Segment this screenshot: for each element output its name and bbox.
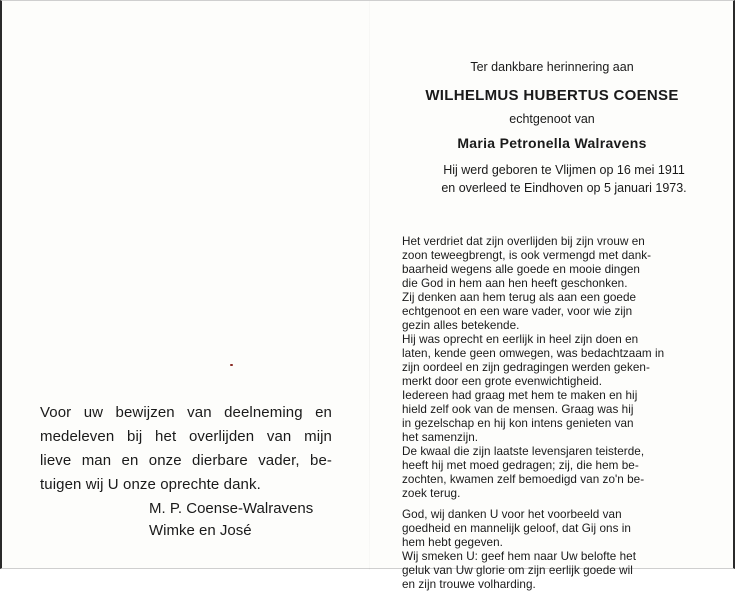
message-line: lieve man en onze dierbare vader, be- (40, 452, 332, 469)
intro-text: Ter dankbare herinnering aan (470, 60, 634, 74)
text-line: zochten, kwamen zelf bemoedigd van zo'n be- (402, 473, 645, 486)
deceased-name: WILHELMUS HUBERTUS COENSE (425, 87, 679, 104)
text-line: het samenzijn. (402, 431, 479, 444)
text-line: gezin alles betekende. (402, 319, 520, 332)
signature-line: Wimke en José (149, 522, 252, 539)
text-line: Iedereen had graag met hem te maken en hij (402, 389, 638, 402)
signature-block (149, 498, 313, 542)
text-line: hem hebt gegeven. (402, 536, 503, 549)
text-line: zijn oordeel en zijn gedragingen werden geken- (402, 361, 650, 374)
thank-you-message (40, 401, 332, 497)
message-line: tuigen wij U onze oprechte dank. (40, 476, 261, 493)
text-line: Zij denken aan hem terug als aan een goede (402, 291, 637, 304)
memorial-paragraph (402, 235, 698, 501)
prayer-paragraph (402, 508, 698, 592)
text-line: merkt door een grote evenwichtigheid. (402, 375, 603, 388)
text-line: Hij was oprecht en eerlijk in heel zijn doen en (402, 333, 639, 346)
ink-speck (230, 364, 233, 366)
text-line: De kwaal die zijn laatste levensjaren teisterde, (402, 445, 645, 458)
text-line: die God in hem aan hen heeft geschonken. (402, 277, 628, 290)
message-line: Voor uw bewijzen van deelneming en (40, 404, 332, 421)
text-line: baarheid wegens alle goede en mooie dingen (402, 263, 640, 276)
text-line: hield zelf ook van de mensen. Graag was hij (402, 403, 634, 416)
text-line: geluk van Uw glorie om zijn eerlijk goede wil (402, 564, 633, 577)
text-line: God, wij danken U voor het voorbeeld van (402, 508, 622, 521)
spouse-name: Maria Petronella Walravens (457, 135, 647, 151)
card-fold (369, 1, 370, 570)
birth-line: Hij werd geboren te Vlijmen op 16 mei 1911 (443, 163, 685, 177)
text-line: echtgenoot en een ware vader, voor wie zijn (402, 305, 633, 318)
text-line: zoon teweegbrengt, is ook vermengd met dank- (402, 249, 652, 262)
message-line: medeleven bij het overlijden van mijn (40, 428, 332, 445)
text-line: goedheid en mannelijk geloof, dat Gij ons in (402, 522, 631, 535)
text-line: Wij smeken U: geef hem naar Uw belofte het (402, 550, 637, 563)
spouse-label: echtgenoot van (509, 112, 595, 126)
life-dates (397, 161, 707, 197)
memorial-header (397, 59, 707, 197)
memorial-text (402, 235, 698, 592)
text-line: zoek terug. (402, 487, 461, 500)
text-line: laten, kende geen omwegen, was bedachtzaam in (402, 347, 665, 360)
death-line: en overleed te Eindhoven op 5 januari 1973. (441, 181, 687, 195)
text-line: in gezelschap en hij kon intens genieten van (402, 417, 634, 430)
text-line: en zijn trouwe volharding. (402, 578, 536, 591)
text-line: heeft hij met moed gedragen; zij, die hem be- (402, 459, 639, 472)
text-line: Het verdriet dat zijn overlijden bij zijn vrouw en (402, 235, 645, 248)
signature-line: M. P. Coense-Walravens (149, 500, 314, 517)
